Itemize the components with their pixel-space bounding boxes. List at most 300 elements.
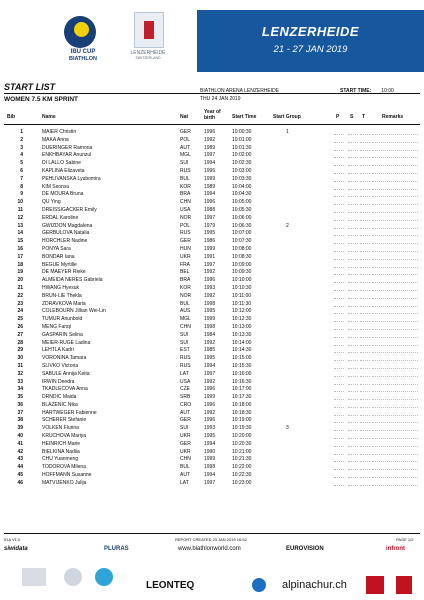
row-start-time: 10:06:00 xyxy=(232,214,252,221)
race-date: THU 24 JAN 2019 xyxy=(200,96,241,102)
row-name: HWANG Hyesuk xyxy=(42,284,80,291)
row-start-time: 10:01:30 xyxy=(232,144,252,151)
row-nat: LAT xyxy=(180,479,189,486)
doc-code: 51A V1.0 xyxy=(4,537,21,542)
row-bib: 29 xyxy=(17,347,23,354)
row-nat: BRA xyxy=(180,191,191,198)
row-nat: UKR xyxy=(180,253,191,260)
table-row xyxy=(0,432,424,440)
row-start-time: 10:01:00 xyxy=(232,136,252,143)
table-row xyxy=(0,354,424,362)
row-nat: CZE xyxy=(180,386,190,393)
table-row xyxy=(0,183,424,191)
row-nat: RUS xyxy=(180,167,191,174)
table-row xyxy=(0,144,424,152)
table-row xyxy=(0,214,424,222)
row-nat: BRA xyxy=(180,277,191,284)
row-nat: UKR xyxy=(180,433,191,440)
row-year: 1995 xyxy=(204,433,216,440)
row-year: 1996 xyxy=(204,167,216,174)
row-year: 1992 xyxy=(204,339,216,346)
row-name: HOFFMANN Susanne xyxy=(42,472,92,479)
col-remarks: Remarks xyxy=(382,114,404,120)
row-nat: LAT xyxy=(180,370,189,377)
row-name: IRWIN Deedra xyxy=(42,378,75,385)
row-nat: AUT xyxy=(180,472,190,479)
row-nat: BUL xyxy=(180,300,190,307)
row-year: 1994 xyxy=(204,472,216,479)
row-name: MAIER Christin xyxy=(42,129,77,135)
row-name: GASPARIN Selina xyxy=(42,331,83,338)
row-nat: AUS xyxy=(180,308,191,315)
table-row xyxy=(0,276,424,284)
row-bib: 11 xyxy=(17,206,23,213)
table-row xyxy=(0,385,424,393)
row-name: CHU Yuanmeng xyxy=(42,456,79,463)
row-name: DREISSIGACKER Emily xyxy=(42,206,97,213)
row-nat: BEL xyxy=(180,269,190,276)
row-bib: 45 xyxy=(17,472,23,479)
row-name: BONDAR Iana xyxy=(42,253,75,260)
row-start-time: 10:07:30 xyxy=(232,238,252,245)
table-row xyxy=(0,401,424,409)
row-bib: 19 xyxy=(17,269,23,276)
row-start-time: 10:12:30 xyxy=(232,316,252,323)
row-year: 1993 xyxy=(204,425,216,432)
table-row xyxy=(0,378,424,386)
row-year: 1979 xyxy=(204,222,216,229)
row-year: 1996 xyxy=(204,129,216,135)
row-bib: 16 xyxy=(17,245,23,252)
row-year: 1985 xyxy=(204,347,216,354)
table-row xyxy=(0,440,424,448)
logo2-line2: SWITZERLAND xyxy=(135,56,161,60)
row-nat: KOR xyxy=(180,183,191,190)
row-nat: SUI xyxy=(180,160,189,167)
row-name: ENKHBAYAR Anunzul xyxy=(42,152,92,159)
table-row xyxy=(0,331,424,339)
row-start-group: 2 xyxy=(286,222,289,229)
table-row xyxy=(0,362,424,370)
table-row xyxy=(0,167,424,175)
dotted-blank xyxy=(372,485,418,486)
row-nat: MGL xyxy=(180,316,191,323)
lenzerheide-emblem-icon xyxy=(134,12,164,48)
col-start-group: Start Group xyxy=(273,114,301,120)
venue-name: BIATHLON ARENA LENZERHEIDE xyxy=(200,88,280,94)
row-nat: BUL xyxy=(180,464,190,471)
row-name: DUERINGER Ramona xyxy=(42,144,93,151)
row-year: 1986 xyxy=(204,238,216,245)
row-start-time: 10:12:00 xyxy=(232,308,252,315)
table-row xyxy=(0,159,424,167)
row-year: 1995 xyxy=(204,355,216,362)
row-name: HARTWEGER Fabienne xyxy=(42,409,97,416)
row-name: BIELKINA Nadiia xyxy=(42,448,80,455)
row-name: VORONINA Tamara xyxy=(42,355,87,362)
row-start-time: 10:02:00 xyxy=(232,152,252,159)
logo1-line2: BIATHLON xyxy=(68,56,97,62)
row-name: KAPLINA Elizaveta xyxy=(42,167,85,174)
row-start-time: 10:08:30 xyxy=(232,253,252,260)
row-nat: RUS xyxy=(180,355,191,362)
row-year: 1992 xyxy=(204,378,216,385)
row-start-time: 10:17:30 xyxy=(232,394,252,401)
row-name: SLIVKO Victoria xyxy=(42,362,79,369)
start-list-table xyxy=(0,128,424,487)
row-bib: 44 xyxy=(17,464,23,471)
table-row xyxy=(0,198,424,206)
row-nat: MGL xyxy=(180,152,191,159)
row-start-time: 10:21:00 xyxy=(232,448,252,455)
table-row xyxy=(0,346,424,354)
row-bib: 20 xyxy=(17,277,23,284)
table-row xyxy=(0,463,424,471)
row-bib: 27 xyxy=(17,331,23,338)
row-year: 1999 xyxy=(204,456,216,463)
row-bib: 38 xyxy=(17,417,23,424)
row-bib: 41 xyxy=(17,440,23,447)
row-name: SABULE Annija Keita xyxy=(42,370,90,377)
row-year: 1997 xyxy=(204,152,216,159)
siwidata-logo: siwidata xyxy=(4,546,28,552)
row-nat: CRO xyxy=(180,401,192,408)
col-start-time: Start Time xyxy=(232,114,257,120)
row-name: COLEBOURN Jillian Wei-Lin xyxy=(42,308,106,315)
row-start-time: 10:06:30 xyxy=(232,222,252,229)
row-year: 1992 xyxy=(204,292,216,299)
row-year: 1991 xyxy=(204,253,216,260)
row-bib: 5 xyxy=(20,160,23,167)
row-start-time: 10:22:00 xyxy=(232,464,252,471)
table-row xyxy=(0,455,424,463)
row-start-time: 10:13:00 xyxy=(232,323,252,330)
table-row xyxy=(0,292,424,300)
row-name: DE MOURA Bruna xyxy=(42,191,84,198)
table-row xyxy=(0,136,424,144)
row-bib: 9 xyxy=(20,191,23,198)
infront-logo: infront xyxy=(386,546,405,552)
row-nat: RUS xyxy=(180,230,191,237)
row-nat: USA xyxy=(180,378,191,385)
row-nat: UKR xyxy=(180,448,191,455)
table-row xyxy=(0,471,424,479)
row-start-time: 10:11:30 xyxy=(232,300,252,307)
row-name: KIM Seonsu xyxy=(42,183,70,190)
page-number: PAGE 1/2 xyxy=(396,537,414,542)
table-row xyxy=(0,307,424,315)
row-nat: KOR xyxy=(180,284,191,291)
row-start-time: 10:09:30 xyxy=(232,269,252,276)
table-row xyxy=(0,315,424,323)
row-start-time: 10:10:00 xyxy=(232,277,252,284)
row-start-time: 10:19:00 xyxy=(232,417,252,424)
row-nat: GER xyxy=(180,417,191,424)
alpinachur-logo: alpinachur.ch xyxy=(282,579,347,591)
row-bib: 21 xyxy=(17,284,23,291)
row-year: 1998 xyxy=(204,323,216,330)
row-bib: 31 xyxy=(17,362,23,369)
table-row xyxy=(0,128,424,136)
row-start-time: 10:04:00 xyxy=(232,183,252,190)
row-bib: 34 xyxy=(17,386,23,393)
row-year: 1988 xyxy=(204,206,216,213)
row-nat: EST xyxy=(180,347,190,354)
row-bib: 12 xyxy=(17,214,23,221)
row-bib: 2 xyxy=(20,136,23,143)
col-s: S xyxy=(350,114,354,120)
row-name: MAKA Anna xyxy=(42,136,69,143)
row-bib: 22 xyxy=(17,292,23,299)
row-nat: HUN xyxy=(180,245,191,252)
row-bib: 6 xyxy=(20,167,23,174)
ibu-cup-emblem-icon xyxy=(64,16,96,48)
table-row xyxy=(0,424,424,432)
row-start-time: 10:16:00 xyxy=(232,370,252,377)
row-nat: POL xyxy=(180,136,191,143)
row-bib: 46 xyxy=(17,479,23,486)
row-bib: 40 xyxy=(17,433,23,440)
row-bib: 28 xyxy=(17,339,23,346)
row-year: 1999 xyxy=(204,394,216,401)
row-year: 1996 xyxy=(204,417,216,424)
table-row xyxy=(0,261,424,269)
header-banner xyxy=(197,10,424,72)
bmw-logo-icon xyxy=(252,578,266,592)
row-year: 1994 xyxy=(204,160,216,167)
start-time-value: 10:00 xyxy=(381,88,394,94)
row-bib: 8 xyxy=(20,183,23,190)
sponsor-logo-5 xyxy=(396,576,412,594)
row-bib: 23 xyxy=(17,300,23,307)
table-row xyxy=(0,409,424,417)
row-bib: 7 xyxy=(20,175,23,182)
row-name: GERBULOVA Natalia xyxy=(42,230,90,237)
table-row xyxy=(0,222,424,230)
table-row xyxy=(0,253,424,261)
row-name: ERDAL Karoline xyxy=(42,214,79,221)
row-year: 1999 xyxy=(204,245,216,252)
row-name: TKADLECOVA Anna xyxy=(42,386,88,393)
leonteq-logo: LEONTEQ xyxy=(146,580,195,591)
row-nat: CHN xyxy=(180,323,191,330)
row-name: TODOROVA Milena xyxy=(42,464,86,471)
row-year: 1994 xyxy=(204,191,216,198)
row-bib: 42 xyxy=(17,448,23,455)
row-name: PEHLIVANSKA Lyubomira xyxy=(42,175,101,182)
row-nat: NOR xyxy=(180,214,192,221)
row-name: MATVIJENKO Julija xyxy=(42,479,87,486)
row-year: 1996 xyxy=(204,199,216,206)
table-row xyxy=(0,268,424,276)
row-start-time: 10:03:00 xyxy=(232,167,252,174)
row-year: 1997 xyxy=(204,370,216,377)
table-row xyxy=(0,323,424,331)
row-bib: 3 xyxy=(20,144,23,151)
table-row xyxy=(0,339,424,347)
eurovision-logo: EUROVISION xyxy=(286,546,324,552)
page-title: START LIST xyxy=(4,82,56,92)
sponsor-logo-1 xyxy=(22,568,46,586)
table-row xyxy=(0,284,424,292)
row-year: 1999 xyxy=(204,316,216,323)
row-year: 1996 xyxy=(204,401,216,408)
row-nat: SRB xyxy=(180,394,191,401)
row-nat: FRA xyxy=(180,261,190,268)
row-name: DRNDIC Maida xyxy=(42,394,77,401)
row-name: HORCHLER Nadine xyxy=(42,238,88,245)
row-year: 1993 xyxy=(204,284,216,291)
row-name: DE MAEYER Rieke xyxy=(42,269,86,276)
col-p: P xyxy=(336,114,340,120)
row-start-time: 10:18:30 xyxy=(232,409,252,416)
row-start-time: 10:11:00 xyxy=(232,292,252,299)
row-nat: POL xyxy=(180,222,191,229)
event-dates: 21 - 27 JAN 2019 xyxy=(273,44,348,55)
row-bib: 33 xyxy=(17,378,23,385)
row-start-group: 1 xyxy=(286,129,289,135)
row-year: 1989 xyxy=(204,183,216,190)
row-nat: CHN xyxy=(180,199,191,206)
row-bib: 30 xyxy=(17,355,23,362)
row-nat: BUL xyxy=(180,175,190,182)
row-name: PONYA Sara xyxy=(42,245,71,252)
row-bib: 36 xyxy=(17,401,23,408)
row-start-time: 10:05:30 xyxy=(232,206,252,213)
dotted-blank xyxy=(348,485,358,486)
row-name: TUMUR Ariunbold xyxy=(42,316,83,323)
table-row xyxy=(0,151,424,159)
row-start-time: 10:10:30 xyxy=(232,284,252,291)
row-year: 1990 xyxy=(204,448,216,455)
row-year: 1998 xyxy=(204,300,216,307)
row-start-time: 10:08:00 xyxy=(232,245,252,252)
row-nat: AUT xyxy=(180,144,190,151)
table-row xyxy=(0,300,424,308)
row-bib: 32 xyxy=(17,370,23,377)
row-nat: GER xyxy=(180,440,191,447)
row-start-time: 10:07:00 xyxy=(232,230,252,237)
table-row xyxy=(0,190,424,198)
row-name: HEINRICH Marie xyxy=(42,440,81,447)
row-start-time: 10:18:00 xyxy=(232,401,252,408)
row-start-time: 10:00:30 xyxy=(232,129,252,135)
row-nat: SUI xyxy=(180,331,189,338)
row-nat: CHN xyxy=(180,456,191,463)
row-year: 1994 xyxy=(204,362,216,369)
row-bib: 18 xyxy=(17,261,23,268)
sponsor-logo-2 xyxy=(64,568,82,586)
row-nat: SUI xyxy=(180,425,189,432)
report-created: REPORT CREATED 23 JAN 2019 16:52 xyxy=(175,537,247,542)
row-start-time: 10:20:00 xyxy=(232,433,252,440)
row-nat: USA xyxy=(180,206,191,213)
row-start-time: 10:02:30 xyxy=(232,160,252,167)
ibu-cup-logo xyxy=(56,16,110,68)
row-nat: GER xyxy=(180,238,191,245)
row-nat: RUS xyxy=(180,362,191,369)
row-start-time: 10:16:30 xyxy=(232,378,252,385)
table-row xyxy=(0,393,424,401)
pluras-logo: PLURAS xyxy=(104,546,129,552)
row-year: 1994 xyxy=(204,440,216,447)
row-bib: 26 xyxy=(17,323,23,330)
row-name: ALMEIDA NERES Gabriela xyxy=(42,277,103,284)
event-name: WOMEN 7.5 KM SPRINT xyxy=(4,96,79,103)
col-nat: Nat xyxy=(180,114,189,120)
row-start-time: 10:14:00 xyxy=(232,339,252,346)
logo1-line1: IBU CUP xyxy=(70,49,96,55)
row-year: 1999 xyxy=(204,175,216,182)
footer-divider xyxy=(4,533,420,534)
row-year: 1992 xyxy=(204,409,216,416)
row-name: MENG Fanqi xyxy=(42,323,71,330)
row-start-time: 10:20:30 xyxy=(232,440,252,447)
col-t: T xyxy=(362,114,366,120)
table-row xyxy=(0,237,424,245)
row-start-time: 10:14:30 xyxy=(232,347,252,354)
row-name: MEIER-RUGE Ladina xyxy=(42,339,91,346)
row-name: SCHERER Stefanie xyxy=(42,417,87,424)
row-bib: 39 xyxy=(17,425,23,432)
row-name: VOLKEN Flurina xyxy=(42,425,79,432)
row-year: 1995 xyxy=(204,308,216,315)
table-row xyxy=(0,370,424,378)
row-bib: 10 xyxy=(17,199,23,206)
row-year: 1998 xyxy=(204,464,216,471)
table-row xyxy=(0,479,424,487)
row-start-time: 10:19:30 xyxy=(232,425,252,432)
row-start-time: 10:15:00 xyxy=(232,355,252,362)
row-bib: 35 xyxy=(17,394,23,401)
row-year: 1995 xyxy=(204,230,216,237)
row-bib: 37 xyxy=(17,409,23,416)
row-nat: AUT xyxy=(180,409,190,416)
row-bib: 17 xyxy=(17,253,23,260)
col-name: Name xyxy=(42,114,56,120)
row-bib: 24 xyxy=(17,308,23,315)
row-year: 1996 xyxy=(204,386,216,393)
row-start-time: 10:22:30 xyxy=(232,472,252,479)
col-year-of-birth: Year of birth xyxy=(204,109,221,121)
table-row xyxy=(0,229,424,237)
logo2-line1: LENZERHEIDE xyxy=(130,50,166,56)
row-name: GWIZDON Magdalena xyxy=(42,222,93,229)
row-name: LEHTLA Kadri xyxy=(42,347,74,354)
row-name: BEGUE Myrtille xyxy=(42,261,77,268)
row-year: 1989 xyxy=(204,144,216,151)
website-link[interactable]: www.biathlonworld.com xyxy=(178,546,241,552)
row-name: ZDRAVKOVA Maria xyxy=(42,300,86,307)
row-start-time: 10:17:00 xyxy=(232,386,252,393)
table-row xyxy=(0,245,424,253)
table-row xyxy=(0,175,424,183)
row-year: 1992 xyxy=(204,269,216,276)
row-start-time: 10:13:30 xyxy=(232,331,252,338)
row-start-group: 3 xyxy=(286,425,289,432)
table-row xyxy=(0,206,424,214)
row-nat: SUI xyxy=(180,339,189,346)
row-bib: 15 xyxy=(17,238,23,245)
row-name: DI LALLO Sabine xyxy=(42,160,81,167)
row-year: 1996 xyxy=(204,277,216,284)
row-start-time: 10:05:00 xyxy=(232,199,252,206)
row-year: 1992 xyxy=(204,136,216,143)
row-start-time: 10:04:30 xyxy=(232,191,252,198)
venue-title: LENZERHEIDE xyxy=(261,24,360,39)
sponsor-logo-3 xyxy=(95,568,113,586)
table-row xyxy=(0,416,424,424)
